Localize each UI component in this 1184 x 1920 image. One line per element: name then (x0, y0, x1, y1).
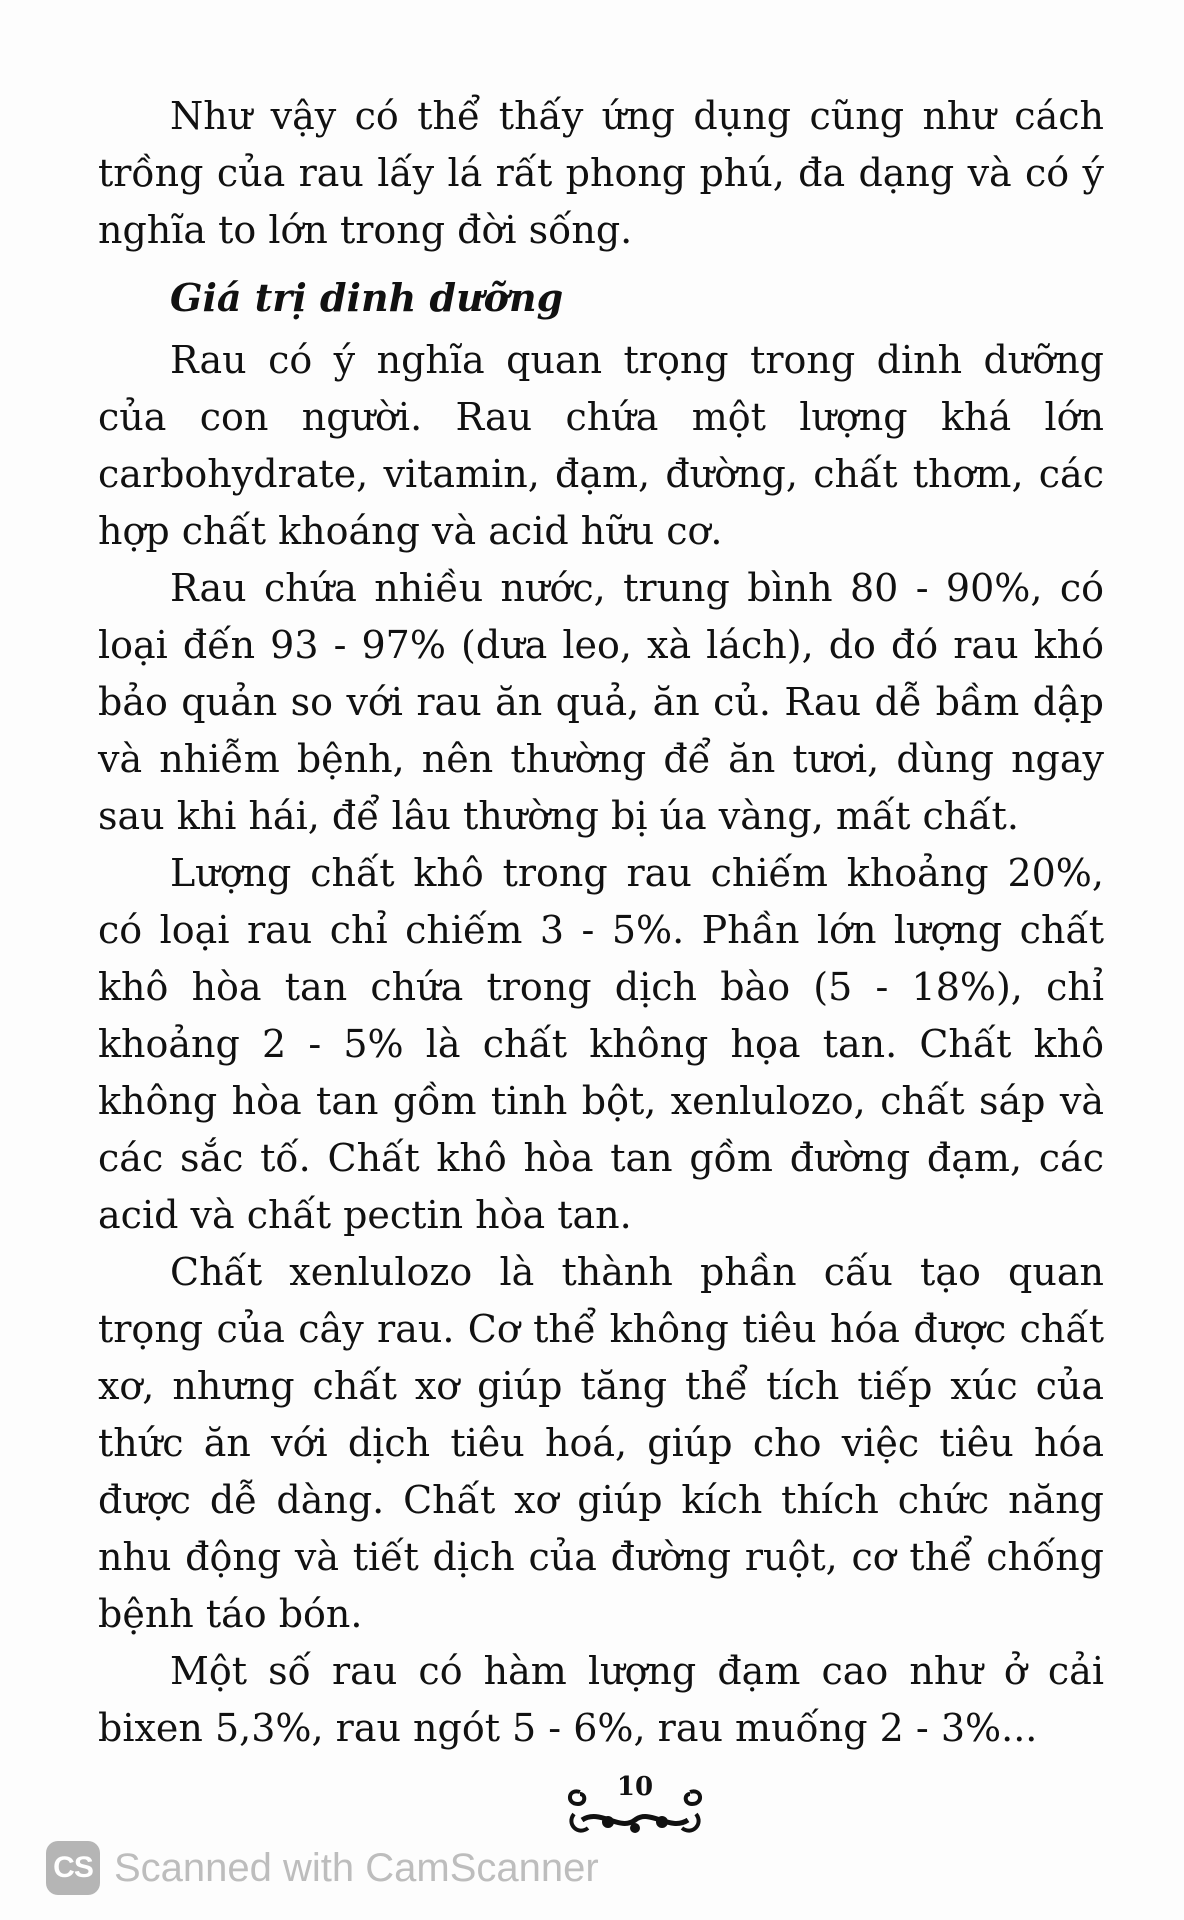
camscanner-watermark (46, 1840, 599, 1896)
paragraph-4: Chất xenlulozo là thành phần cấu tạo quan trọng của cây rau. Cơ thể không tiêu hóa được chất xơ, nhưng chất xơ giúp tăng thể tích tiếp xúc của thức ăn với dịch tiêu hoá, giúp cho việc tiêu hóa được dễ dàng. Chất xơ giúp kích thích chức năng nhu động và tiết dịch của đường ruột, cơ thể chống bệnh táo bón. (98, 1250, 1104, 1636)
section-heading: Giá trị dinh dưỡng (170, 275, 564, 320)
paragraph-intro: Như vậy có thể thấy ứng dụng cũng như cách trồng của rau lấy lá rất phong phú, đa dạng và có ý nghĩa to lớn trong đời sống. (98, 94, 1104, 252)
paragraph-5: Một số rau có hàm lượng đạm cao như ở cải bixen 5,3%, rau ngót 5 - 6%, rau muống 2 - 3%... (98, 1649, 1104, 1750)
page-number-ornament (560, 1770, 710, 1840)
page-number: 10 (616, 1772, 654, 1802)
paragraph-2: Rau chứa nhiều nước, trung bình 80 - 90%, có loại đến 93 - 97% (dưa leo, xà lách), do đó rau khó bảo quản so với rau ăn quả, ăn củ. Rau dễ bầm dập và nhiễm bệnh, nên thường để ăn tươi, dùng ngay sau khi hái, để lâu thường bị úa vàng, mất chất. (98, 566, 1104, 838)
camscanner-logo-icon: CS (46, 1841, 100, 1895)
watermark-text: Scanned with CamScanner (114, 1845, 599, 1890)
document-body (98, 88, 1104, 1757)
paragraph-3: Lượng chất khô trong rau chiếm khoảng 20%, có loại rau chỉ chiếm 3 - 5%. Phần lớn lượng chất khô hòa tan chứa trong dịch bào (5 - 18%), chỉ khoảng 2 - 5% là chất không họa tan. Chất khô không hòa tan gồm tinh bột, xenlulozo, chất sáp và các sắc tố. Chất khô hòa tan gồm đường đạm, các acid và chất pectin hòa tan. (98, 851, 1104, 1237)
paragraph-1: Rau có ý nghĩa quan trọng trong dinh dưỡng của con người. Rau chứa một lượng khá lớn carbohydrate, vitamin, đạm, đường, chất thơm, các hợp chất khoáng và acid hữu cơ. (98, 338, 1104, 553)
